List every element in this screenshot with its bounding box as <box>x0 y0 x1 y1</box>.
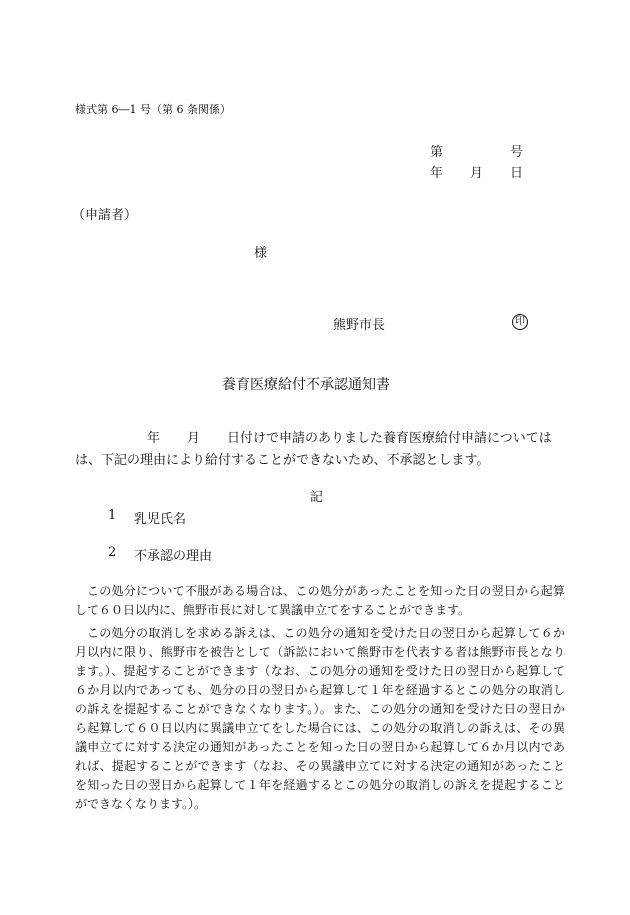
note-paragraph-2: この処分の取消しを求める訴えは、この処分の通知を受けた日の翌日から起算して６か月以内に限り、熊野市を被告として（訴訟において熊野市を代表する者は熊野市長となります。）、提起することができます（なお、この処分の通知を受けた日の翌日から起算して６か月以内であっても、処分の日の翌日から起算して１年を経過するとこの処分の取消しの訴えを提起することができなくなります。）。また、この処分の通知を受けた日の翌日から起算して６０日以内に異議申立てをした場合には、この処分の取消しの訴えは、その異議申立てに対する決定の通知があったことを知った日の翌日から起算して６か月以内であれば、提起することができます（なお、その異議申立てに対する決定の通知があったことを知った日の翌日から起算して１年を経過するとこの処分の取消しの訴えを提起することができなくなります。）。 <box>75 626 565 811</box>
ki-heading: 記 <box>310 490 324 505</box>
date-day: 日 <box>510 166 524 181</box>
item-1-number: 1 <box>108 508 117 523</box>
issuer-name: 熊野市長 <box>333 318 386 333</box>
body-line2: は、下記の理由により給付することができないため、不承認とします。 <box>75 453 490 468</box>
honorific: 様 <box>254 246 268 261</box>
document-title: 養育医療給付不承認通知書 <box>222 377 390 393</box>
form-number: 様式第 6―1 号（第 6 条関係） <box>75 103 231 116</box>
date-year: 年 <box>430 166 444 181</box>
note-paragraph-1: この処分について不服がある場合は、この処分があったことを知った日の翌日から起算して６０日以内に、熊野市長に対して異議申立てをすることができます。 <box>75 584 565 617</box>
doc-number-prefix: 第 <box>430 145 444 160</box>
doc-number-suffix: 号 <box>510 145 524 160</box>
body-line1: 日付けで申請のありました養育医療給付申請については <box>227 431 552 446</box>
item-1-label: 乳児氏名 <box>134 512 187 527</box>
item-2-number: 2 <box>108 545 117 560</box>
body-year: 年 <box>147 431 161 446</box>
seal-stamp: 印 <box>512 314 528 330</box>
date-month: 月 <box>470 166 484 181</box>
applicant-label: （申請者） <box>72 208 138 223</box>
item-2-label: 不承認の理由 <box>134 549 213 564</box>
body-month: 月 <box>187 431 201 446</box>
